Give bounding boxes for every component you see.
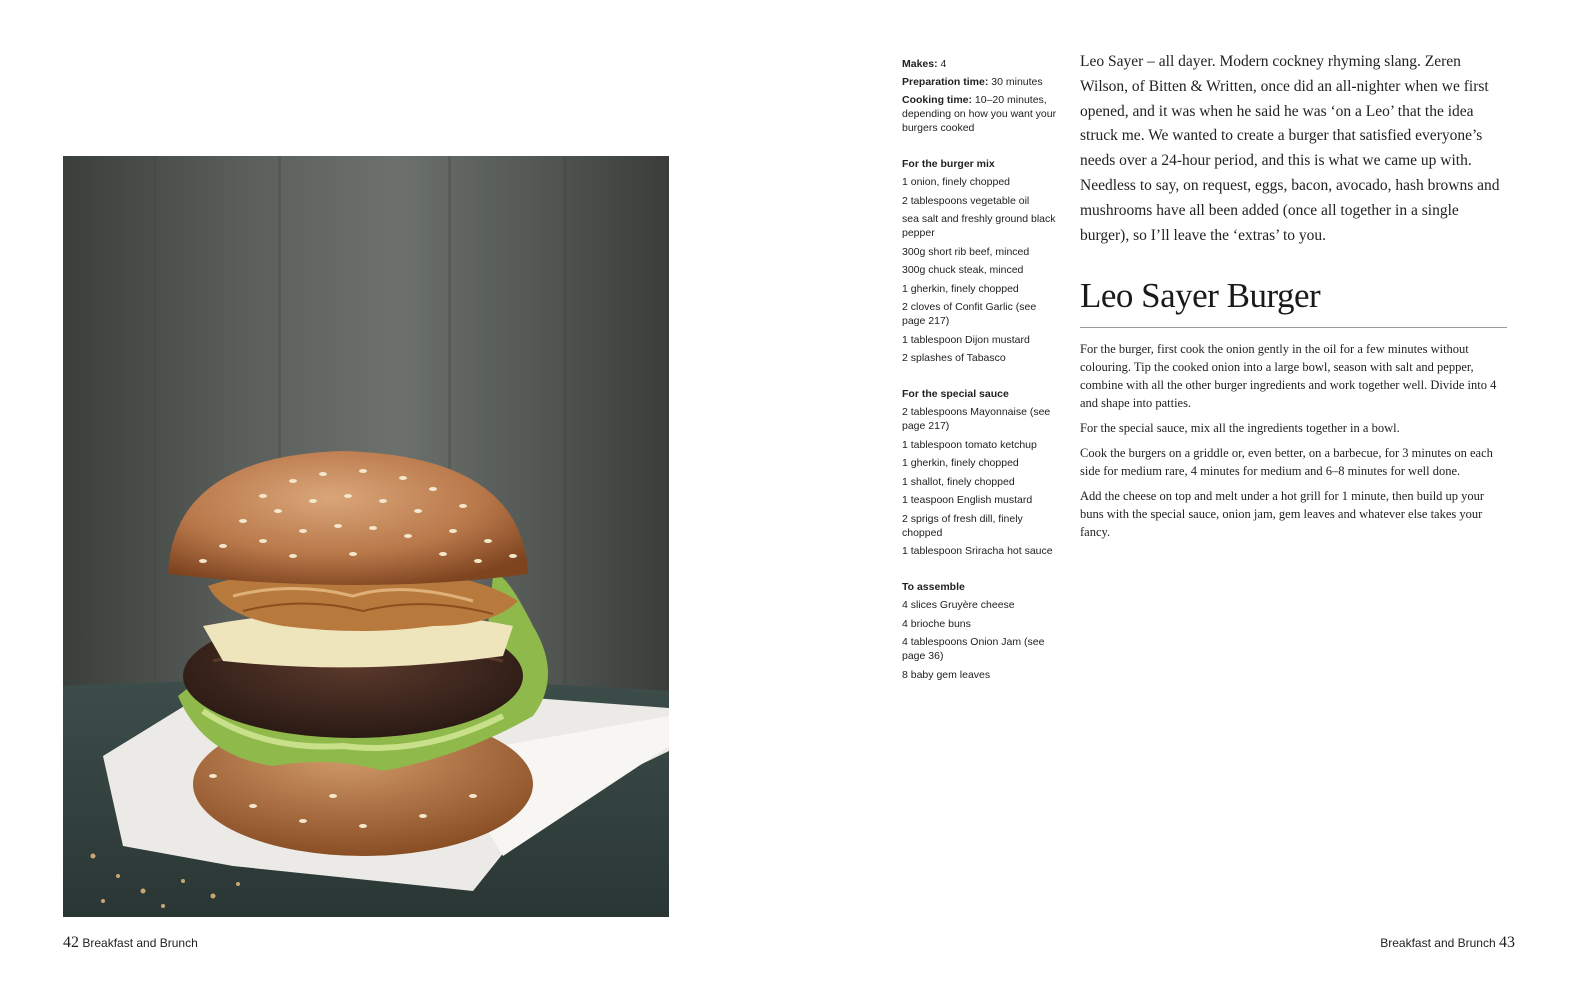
intro-paragraph: Leo Sayer – all dayer. Modern cockney rhyming slang. Zeren Wilson, of Bitten & Written, once did an all-nighter when we first opened, and it was when he said he was ‘on a Leo’ that the idea struck me. We wanted to create a burger that satisfied everyone’s needs over a 24-hour period, and this is what we came up with. Needless to say, on request, eggs, bacon, avocado, hash browns and mushrooms have all been added (once all together in a single burger), so I’ll leave the ‘extras’ to you. [1080, 53, 1500, 244]
group-title-special-sauce: For the special sauce [902, 388, 1009, 400]
ingredient-item: 2 sprigs of fresh dill, finely chopped [902, 512, 1023, 539]
ingredient-item: 1 onion, finely chopped [902, 176, 1010, 188]
cook-line [902, 93, 1062, 135]
ingredient-item: 1 teaspoon English mustard [902, 494, 1033, 506]
burger-photo [63, 156, 669, 917]
ingredient-item: sea salt and freshly ground black pepper [902, 213, 1056, 239]
ingredient-item: 2 splashes of Tabasco [902, 352, 1006, 364]
section-name-left: Breakfast and Brunch [82, 936, 198, 950]
cook-value: 10–20 minutes, depending on how you want your burgers cooked [902, 94, 1057, 134]
ingredient-item: 2 cloves of Confit Garlic (see page 217) [902, 301, 1037, 327]
title-divider [1080, 327, 1507, 328]
ingredient-item: 4 brioche buns [902, 617, 971, 630]
page-number-left: 42 [63, 934, 79, 951]
makes-value: 4 [937, 58, 947, 70]
ingredient-item: 2 tablespoons vegetable oil [902, 194, 1030, 207]
ingredient-item: 4 tablespoons Onion Jam (see page 36) [902, 636, 1045, 662]
ingredient-item: 1 tablespoon tomato ketchup [902, 438, 1037, 451]
folio-left [63, 934, 198, 952]
makes-line [902, 57, 1062, 71]
page-number-right: 43 [1499, 934, 1515, 951]
method-step: For the burger, first cook the onion gently in the oil for a few minutes without colouring. Tip the cooked onion into a large bowl, season with salt and pepper, combine with all the other burger ingredients and work together well. Divide into 4 and shape into patties. [1080, 342, 1497, 410]
group-title-burger-mix: For the burger mix [902, 158, 995, 170]
group-title-to-assemble: To assemble [902, 581, 965, 593]
ingredient-item: 300g short rib beef, minced [902, 245, 1030, 258]
ingredient-item: 1 tablespoon Sriracha hot sauce [902, 545, 1053, 557]
ingredient-item: 1 gherkin, finely chopped [902, 282, 1019, 295]
method-step: For the special sauce, mix all the ingredients together in a bowl. [1080, 421, 1400, 435]
burger-illustration [63, 156, 669, 917]
folio-right [1380, 934, 1515, 952]
ingredient-item: 300g chuck steak, minced [902, 264, 1024, 276]
prep-line [902, 75, 1062, 89]
ingredients-column [902, 57, 1062, 686]
section-name-right: Breakfast and Brunch [1380, 936, 1496, 950]
ingredient-item: 4 slices Gruyère cheese [902, 599, 1015, 611]
ingredient-item: 2 tablespoons Mayonnaise (see page 217) [902, 406, 1051, 432]
cook-label: Cooking time: [902, 94, 972, 106]
ingredient-item: 1 tablespoon Dijon mustard [902, 333, 1030, 346]
recipe-title: Leo Sayer Burger [1080, 276, 1321, 315]
prep-label: Preparation time: [902, 76, 989, 88]
makes-label: Makes: [902, 58, 938, 70]
prep-value: 30 minutes [988, 76, 1043, 88]
method-step: Add the cheese on top and melt under a hot grill for 1 minute, then build up your buns with the special sauce, onion jam, gem leaves and whatever else takes your fancy. [1080, 489, 1485, 539]
method-step: Cook the burgers on a griddle or, even better, on a barbecue, for 3 minutes on each side for medium rare, 4 minutes for medium and 6–8 minutes for well done. [1080, 446, 1493, 478]
ingredient-item: 1 shallot, finely chopped [902, 475, 1015, 488]
ingredient-item: 8 baby gem leaves [902, 668, 991, 681]
method-text [1080, 340, 1510, 548]
ingredient-item: 1 gherkin, finely chopped [902, 457, 1019, 469]
